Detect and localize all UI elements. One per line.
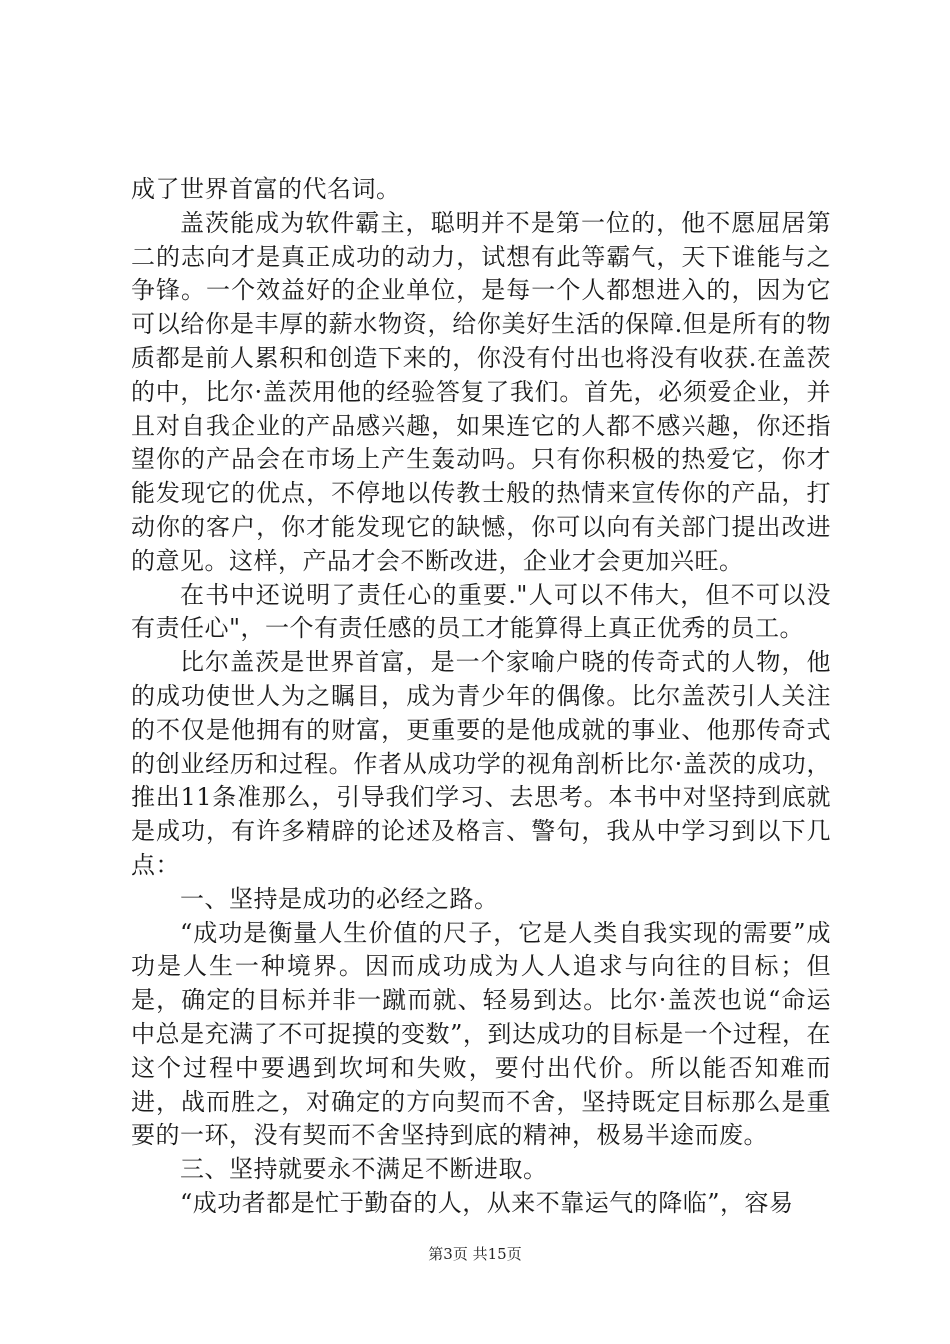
document-body xyxy=(131,173,831,1221)
paragraph-6: “成功者都是忙于勤奋的人，从来不靠运气的降临”，容易 xyxy=(180,1188,794,1217)
page-footer xyxy=(0,1244,950,1264)
section-heading-1: 一、坚持是成功的必经之路。 xyxy=(180,884,499,913)
section-heading-3: 三、坚持就要永不满足不断进取。 xyxy=(180,1155,548,1184)
paragraph-4: 比尔盖茨是世界首富，是一个家喻户晓的传奇式的人物，他的成功使世人为之瞩目，成为青少年的偶像。比尔盖茨引人关注的不仅是他拥有的财富，更重要的是他成就的事业、他那传奇式的创业经历和过程。作者从成功学的视角剖析比尔·盖茨的成功，推出11条准那么，引导我们学习、去思考。本书中对坚持到底就是成功，有许多精辟的论述及格言、警句，我从中学习到以下几点： xyxy=(131,648,831,879)
paragraph-3: 在书中还说明了责任心的重要."人可以不伟大，但不可以没有责任心"，一个有责任感的员工才能算得上真正优秀的员工。 xyxy=(131,580,831,643)
paragraph-5: “成功是衡量人生价值的尺子，它是人类自我实现的需要”成功是人生一种境界。因而成功成为人人追求与向往的目标；但是，确定的目标并非一蹴而就、轻易到达。比尔·盖茨也说“命运中总是充满了不可捉摸的变数”，到达成功的目标是一个过程，在这个过程中要遇到坎坷和失败，要付出代价。所以能否知难而进，战而胜之，对确定的方向契而不舍，坚持既定目标那么是重要的一环，没有契而不舍坚持到底的精神，极易半途而废。 xyxy=(131,918,831,1150)
paragraph-1: 成了世界首富的代名词。 xyxy=(131,175,401,203)
page-number-label: 第3页 共15页 xyxy=(428,1245,522,1263)
paragraph-2: 盖茨能成为软件霸主，聪明并不是第一位的，他不愿屈居第二的志向才是真正成功的动力，试想有此等霸气，天下谁能与之争锋。一个效益好的企业单位，是每一个人都想进入的，因为它可以给你是丰厚的薪水物资，给你美好生活的保障.但是所有的物质都是前人累积和创造下来的，你没有付出也将没有收获.在盖茨的中，比尔·盖茨用他的经验答复了我们。首先，必须爱企业，并且对自我企业的产品感兴趣，如果连它的人都不感兴趣，你还指望你的产品会在市场上产生轰动吗。只有你积极的热爱它，你才能发现它的优点，不停地以传教士般的热情来宣传你的产品，打动你的客户，你才能发现它的缺憾，你可以向有关部门提出改进的意见。这样，产品才会不断改进，企业才会更加兴旺。 xyxy=(131,208,831,575)
